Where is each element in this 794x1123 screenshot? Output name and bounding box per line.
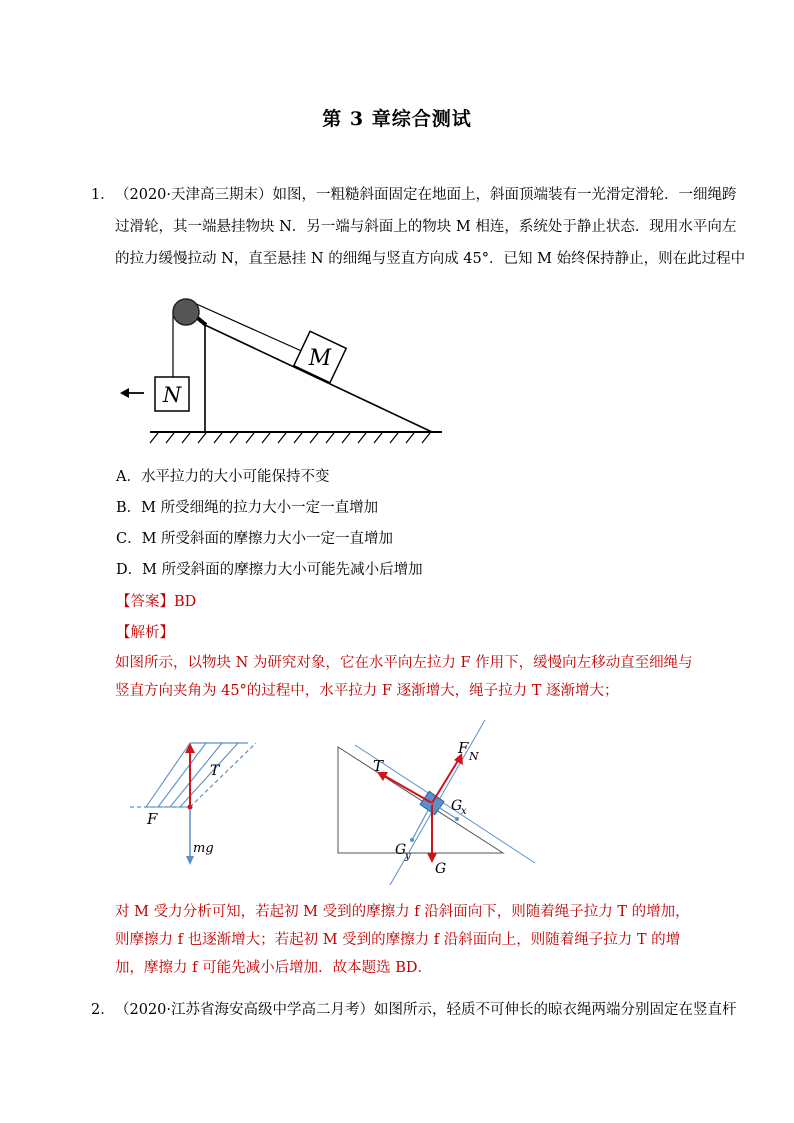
q1-analysis-p1: 如图所示，以物块 N 为研究对象，它在水平向左拉力 F 作用下，缓慢向左移动直至细绳与竖直方向夹角为 45°的过程中，水平拉力 F 逐渐增大，绳子拉力 T 逐渐增大； xyxy=(115,655,693,699)
answer-value: BD xyxy=(174,594,197,610)
page-title: 第 3 章综合测试 xyxy=(322,108,472,130)
q1-answer xyxy=(116,590,196,611)
q1-analysis-tag xyxy=(116,621,174,642)
force-diagram-n xyxy=(110,735,270,870)
block-m-label: M xyxy=(308,346,332,371)
label-t-right: T xyxy=(373,757,384,775)
q1-option-b: B．M 所受细绳的拉力大小一定一直增加 xyxy=(116,500,379,516)
q1-number: 1． xyxy=(91,187,115,203)
label-gx-sub: x xyxy=(461,806,467,817)
q1-option-c: C．M 所受斜面的摩擦力大小一定一直增加 xyxy=(116,531,394,547)
label-fn-sub: N xyxy=(469,750,479,763)
q1-option-a: A．水平拉力的大小可能保持不变 xyxy=(116,469,330,485)
pulley xyxy=(173,299,199,325)
analysis-tag: 【解析】 xyxy=(116,625,174,641)
ground-hatching xyxy=(150,433,430,443)
q2-line-1: （2020·江苏省海安高级中学高二月考）如图所示，轻质不可伸长的晾衣绳两端分别固定在竖直杆 xyxy=(115,1002,737,1018)
incline-pulley-figure xyxy=(110,285,455,445)
q1-line-2: 过滑轮，其一端悬挂物块 N．另一端与斜面上的物块 M 相连，系统处于静止状态．现用水平向左 xyxy=(115,219,737,235)
label-f: F xyxy=(147,810,158,828)
label-gx: G xyxy=(451,798,463,814)
label-fn: F xyxy=(458,739,469,757)
q1-option-d: D．M 所受斜面的摩擦力大小可能先减小后增加 xyxy=(116,562,423,578)
answer-tag: 【答案】 xyxy=(116,594,174,610)
label-gy-sub: y xyxy=(405,851,411,862)
force-diagram-m xyxy=(335,715,545,885)
pull-arrow-head xyxy=(120,388,129,398)
q2-number: 2． xyxy=(91,1002,115,1018)
block-n-label: N xyxy=(162,383,182,407)
q1-line-1: （2020·天津高三期末）如图，一粗糙斜面固定在地面上，斜面顶端装有一光滑定滑轮．一细绳跨 xyxy=(115,187,737,203)
label-g: G xyxy=(435,861,447,877)
q1-line-3: 的拉力缓慢拉动 N，直至悬挂 N 的细绳与竖直方向成 45°．已知 M 始终保持静止，则在此过程中 xyxy=(115,251,746,267)
label-mg: mg xyxy=(193,841,214,856)
label-gy: G xyxy=(395,842,407,858)
q1-analysis-p2: 对 M 受力分析可知，若起初 M 受到的摩擦力 f 沿斜面向下，则随着绳子拉力 T 的增加，则摩擦力 f 也逐渐增大；若起初 M 受到的摩擦力 f 沿斜面向上，则随着绳子拉力 T 的增加，摩擦力 f 可能先减小后增加．故本题选 BD． xyxy=(115,904,690,976)
label-t: T xyxy=(210,763,220,779)
